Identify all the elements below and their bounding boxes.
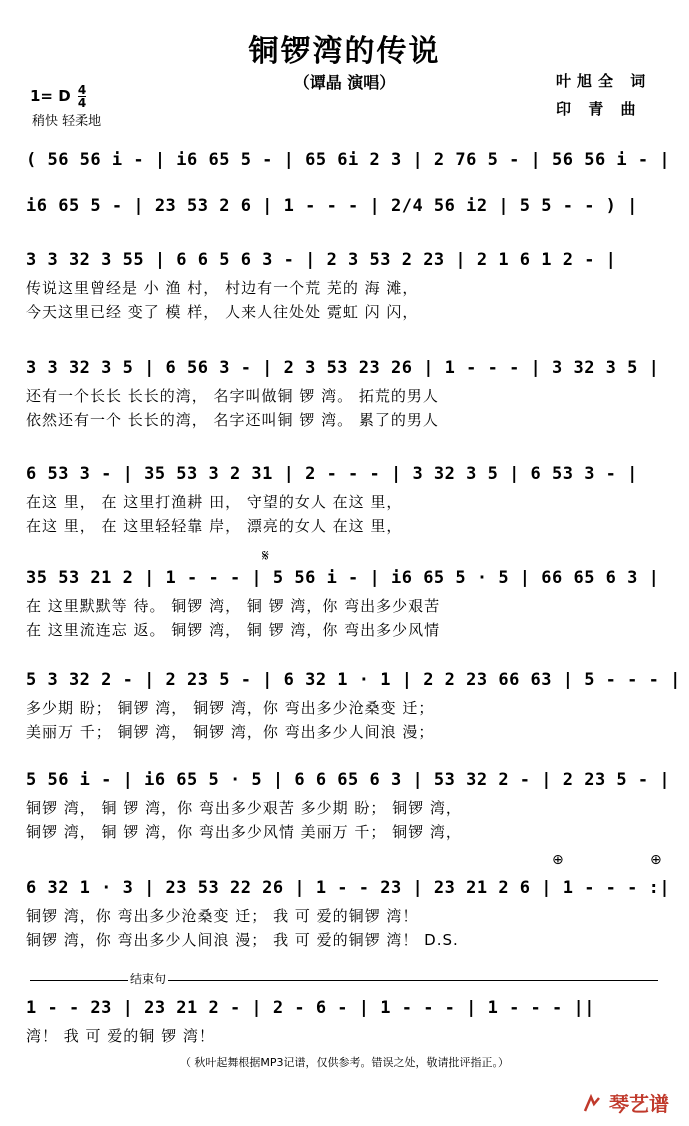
time-sig-bottom: 4 (77, 96, 87, 110)
lyric-verse-2: 依然还有一个 长长的湾， 名字还叫铜 锣 湾。 累了的男人 (26, 411, 439, 429)
score-row-4 (26, 352, 666, 432)
time-signature (78, 84, 86, 109)
notation-line: 5 3 32 2 - | 2 23 5 - | 6 32 1 · 1 | 2 2 23 66 63 | 5 - - - | (26, 670, 681, 690)
score-row-5 (26, 458, 666, 538)
lyric-verse-2: 美丽万 千； 铜锣 湾， 铜锣 湾，你 弯出多少人间浪 漫； (26, 723, 435, 741)
lyric-verse-2: 铜锣 湾， 铜 锣 湾，你 弯出多少风情 美丽万 千； 铜锣 湾， (26, 823, 462, 841)
logo-icon (582, 1094, 602, 1114)
lyric-verse-1: 传说这里曾经是 小 渔 村， 村边有一个荒 芜的 海 滩， (26, 279, 419, 297)
lyric-verse-2: 铜锣 湾，你 弯出多少人间浪 漫； 我 可 爱的铜锣 湾！ D.S. (26, 931, 459, 949)
lyric-verse-1: 还有一个长长 长长的湾， 名字叫做铜 锣 湾。 拓荒的男人 (26, 387, 439, 405)
score-row-10 (26, 992, 666, 1048)
score-row-1 (26, 144, 671, 176)
site-logo (582, 1088, 669, 1117)
logo-text: 琴艺谱 (608, 1092, 669, 1116)
song-title: 铜锣湾的传说 (248, 34, 441, 69)
lyric-verse-1: 在这 里， 在 这里打渔耕 田， 守望的女人 在这 里， (26, 493, 403, 511)
transcriber-note: （ 秋叶起舞根据MP3记谱，仅供参考。错误之处，敬请批评指正。） (179, 1056, 510, 1069)
lyric-verse-2: 在这 里， 在 这里轻轻靠 岸， 漂亮的女人 在这 里， (26, 517, 403, 535)
notation-line: ( 56 56 i - | i6 65 5 - | 65 6i 2 3 | 2 76 5 - | 56 56 i - | (26, 150, 671, 170)
lyric-verse-1: 铜锣 湾，你 弯出多少沧桑变 迁； 我 可 爱的铜锣 湾！ (26, 907, 419, 925)
coda-label: 结束句 (130, 972, 167, 986)
key-label: 1= D (30, 87, 71, 105)
score-row-8 (26, 764, 671, 844)
score-row-2 (26, 190, 666, 222)
tempo-marking: 稍快 轻柔地 (32, 114, 102, 129)
coda-bracket (30, 980, 658, 981)
key-signature (30, 84, 86, 109)
lyric-verse-2: 在 这里流连忘 返。 铜锣 湾， 铜 锣 湾，你 弯出多少风情 (26, 621, 441, 639)
score-row-7 (26, 664, 681, 744)
lyric-verse-1: 湾！ 我 可 爱的铜 锣 湾！ (26, 1027, 215, 1045)
notation-line: 3 3 32 3 55 | 6 6 5 6 3 - | 2 3 53 2 23 | 2 1 6 1 2 - | (26, 250, 617, 270)
coda-icon: ⊕ (552, 852, 564, 868)
notation-line: 3 3 32 3 5 | 6 56 3 - | 2 3 53 23 26 | 1 - - - | 3 32 3 5 | (26, 358, 660, 378)
lyricist: 叶旭全 词 (556, 72, 652, 90)
notation-line: 5 56 i - | i6 65 5 · 5 | 6 6 65 6 3 | 53 32 2 - | 2 23 5 - | (26, 770, 671, 790)
singer: （谭晶 演唱） (293, 73, 396, 92)
score-row-3 (26, 244, 666, 324)
notation-line: 1 - - 23 | 23 21 2 - | 2 - 6 - | 1 - - - | 1 - - - || (26, 998, 595, 1018)
notation-line: i6 65 5 - | 23 53 2 6 | 1 - - - | 2/4 56 i2 | 5 5 - - ) | (26, 196, 638, 216)
notation-line: 35 53 21 2 | 1 - - - | 5 56 i - | i6 65 5 · 5 | 66 65 6 3 | (26, 568, 660, 588)
time-sig-top: 4 (77, 83, 87, 97)
lyric-verse-1: 铜锣 湾， 铜 锣 湾，你 弯出多少艰苦 多少期 盼； 铜锣 湾， (26, 799, 462, 817)
lyric-verse-1: 多少期 盼； 铜锣 湾， 铜锣 湾，你 弯出多少沧桑变 迁； (26, 699, 435, 717)
notation-line: 6 53 3 - | 35 53 3 2 31 | 2 - - - | 3 32 3 5 | 6 53 3 - | (26, 464, 638, 484)
segno-icon: 𝄋 (262, 546, 269, 565)
lyric-verse-2: 今天这里已经 变了 模 样， 人来人往处处 霓虹 闪 闪， (26, 303, 419, 321)
coda-icon-end: ⊕ (650, 852, 662, 868)
composer: 印 青 曲 (556, 100, 642, 118)
lyric-verse-1: 在 这里默默等 待。 铜锣 湾， 铜 锣 湾，你 弯出多少艰苦 (26, 597, 441, 615)
notation-line: 6 32 1 · 3 | 23 53 22 26 | 1 - - 23 | 23 21 2 6 | 1 - - - :| (26, 878, 671, 898)
score-row-6 (26, 562, 666, 642)
score-row-9 (26, 872, 671, 952)
